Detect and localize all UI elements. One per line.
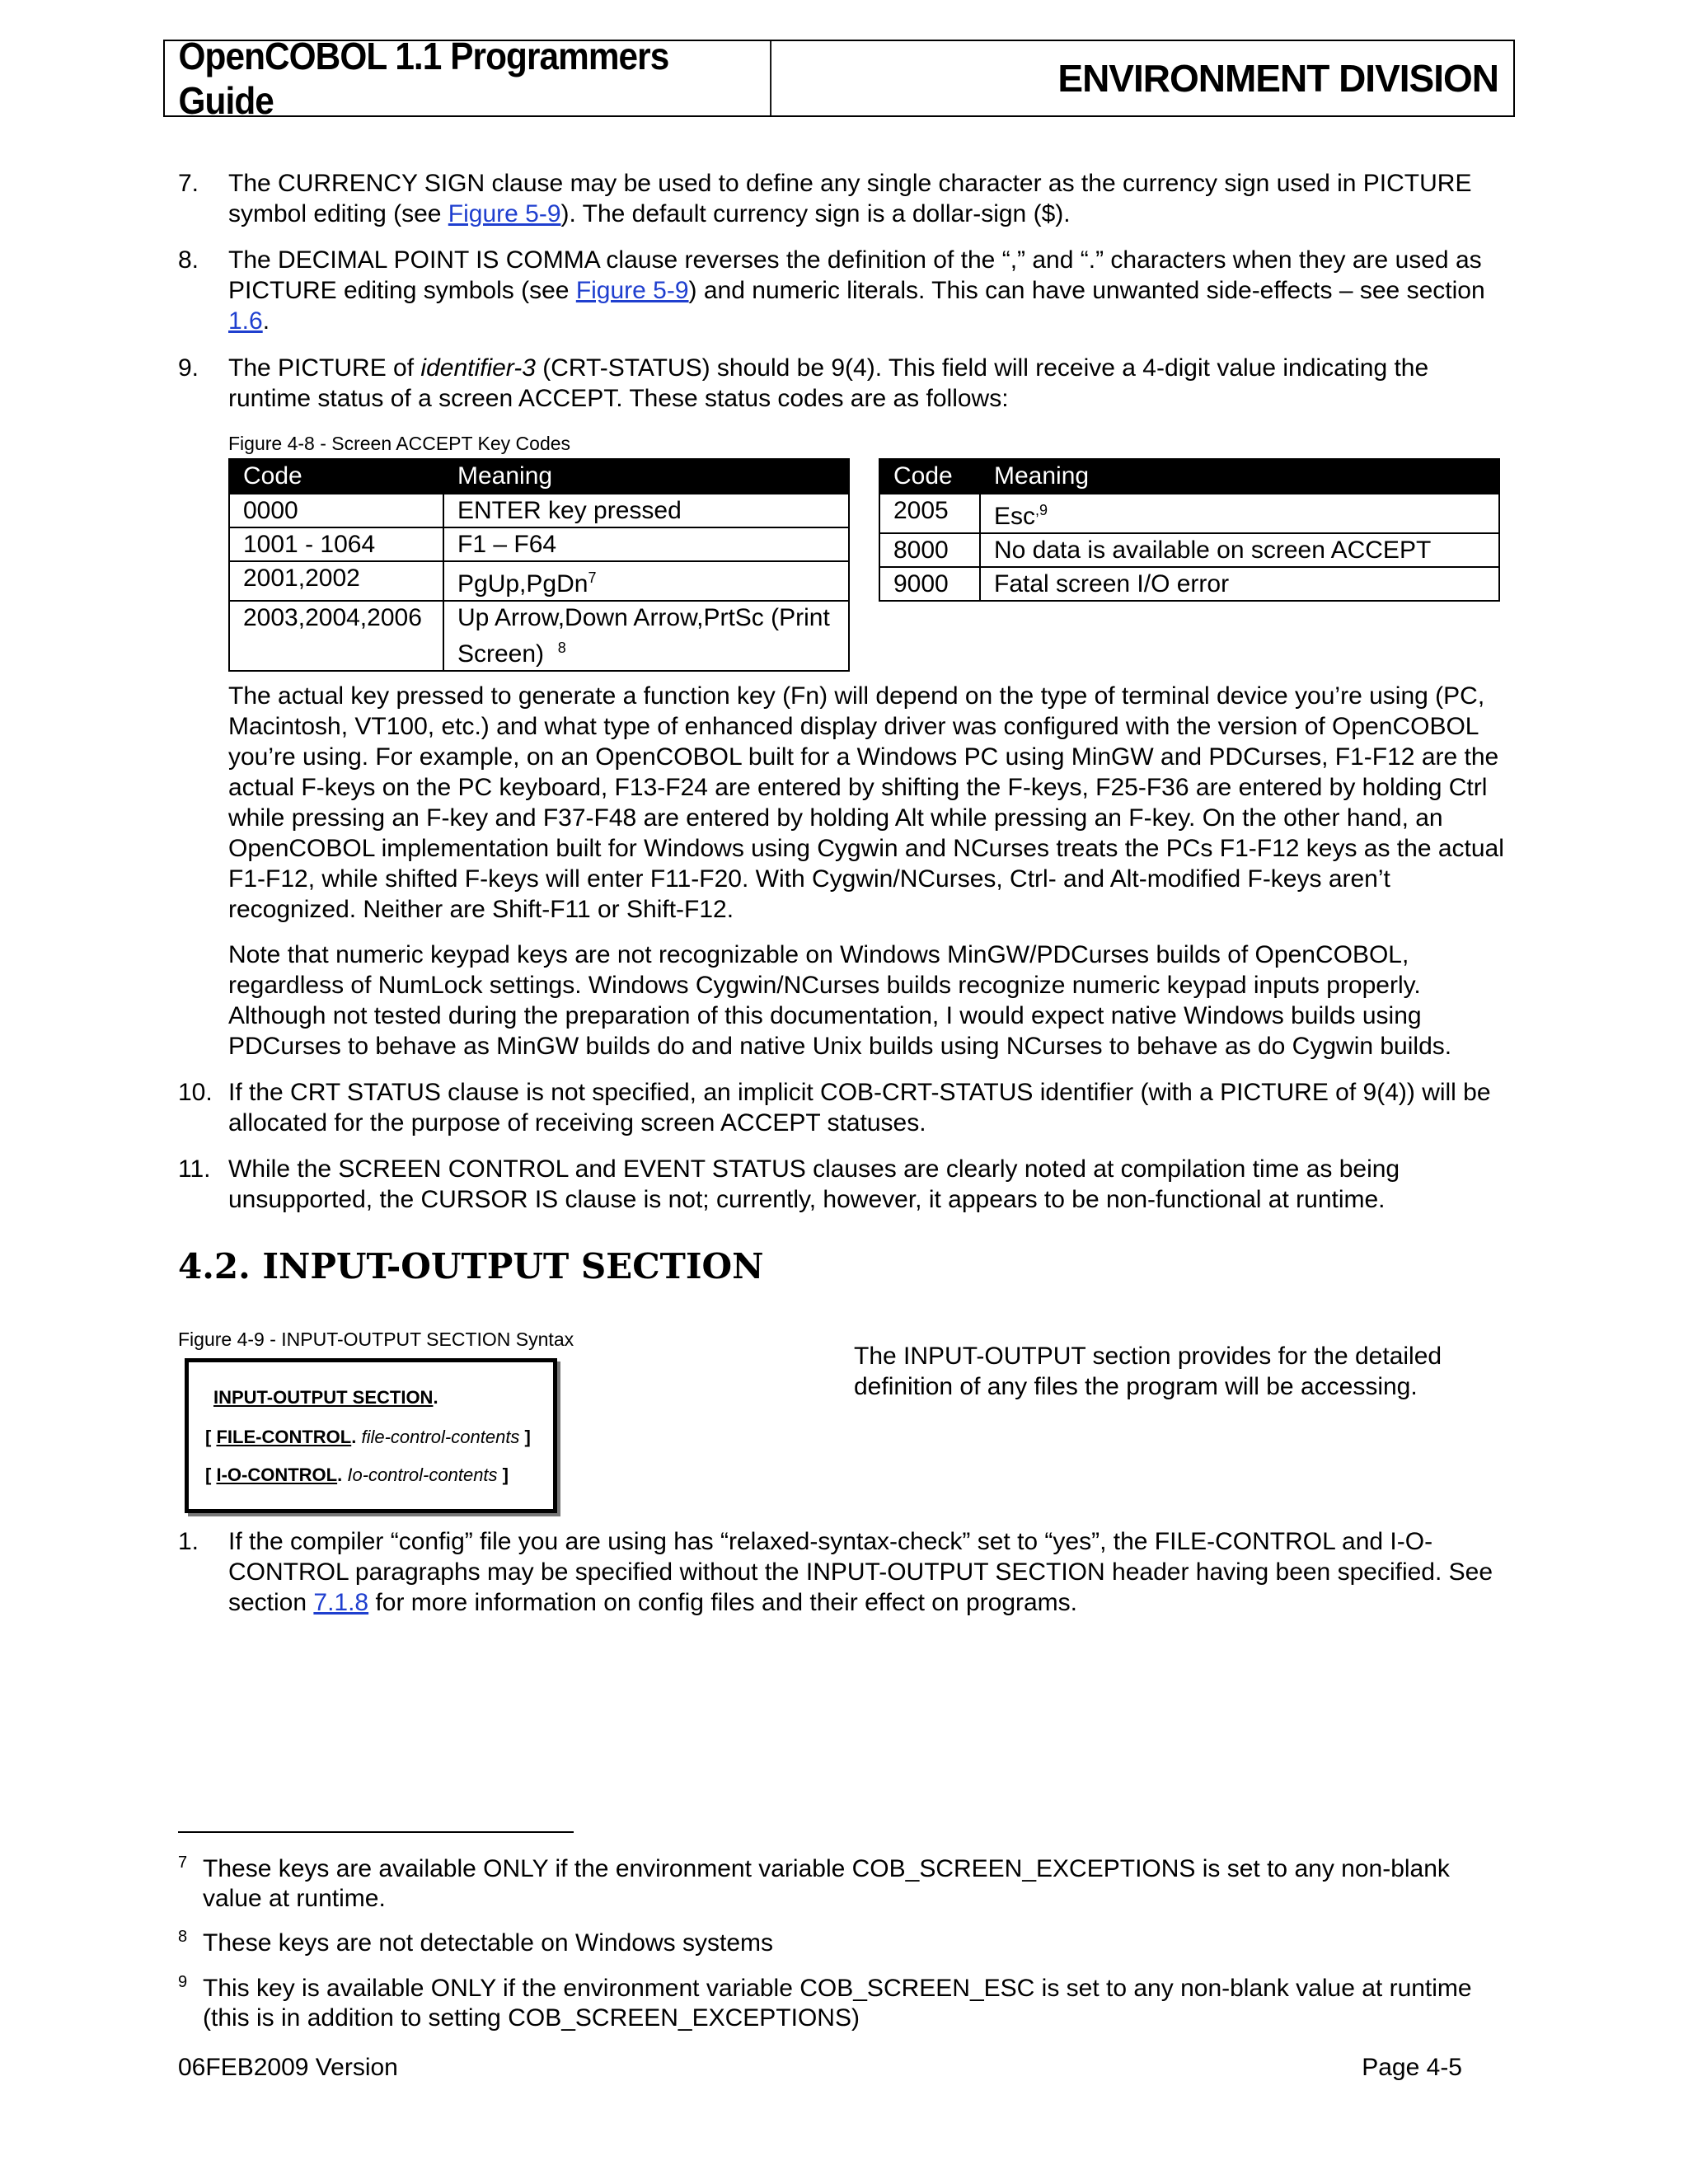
code-cell: 2001,2002 [229, 561, 443, 601]
meaning-cell: No data is available on screen ACCEPT [980, 533, 1499, 567]
item-text: If the CRT STATUS clause is not specified, an implicit COB-CRT-STATUS identifier (with a PICTURE of 9(4)) will be allocated for the purpose of receiving screen ACCEPT statuses. [228, 1079, 1491, 1137]
footnote-text: These keys are not detectable on Windows systems [203, 1929, 773, 1957]
table-row [229, 494, 849, 527]
footnote-ref[interactable]: 7 [588, 569, 597, 586]
footnote-ref[interactable]: ,9 [1035, 502, 1048, 518]
figure-5-9-link[interactable]: Figure 5-9 [448, 200, 561, 227]
section-1-6-link[interactable]: 1.6 [228, 307, 263, 335]
fkey-paragraph: The actual key pressed to generate a function key (Fn) will depend on the type of terminal device you’re using (PC, Macintosh, VT100, etc.) and what type of enhanced display driver was configured with the version of OpenCOBOL you’re using. For example, on an OpenCOBOL built for a Windows PC using MinGW and PDCurses, F1-F12 are the actual F-keys on the PC keyboard, F13-F24 are entered by shifting the F-keys, F25-F36 are entered by holding Ctrl while pressing an F-key and F37-F48 are entered by holding Alt while pressing an F-key. On the other hand, an OpenCOBOL implementation built for Windows using Cygwin and NCurses treats the PCs F1-F12 keys as the actual F1-F12, while shifted F-keys will enter F11-F20. With Cygwin/NCurses, Ctrl- and Alt-modified F-keys aren’t recognized. Neither are Shift-F11 or Shift-F12. [228, 682, 1504, 923]
table-header-row [879, 459, 1499, 494]
footnote-text: This key is available ONLY if the environment variable COB_SCREEN_ESC is set to any non-blank value at runtime (this is in addition to setting COB_SCREEN_EXCEPTIONS) [203, 1975, 1472, 2032]
meaning-cell: Up Arrow,Down Arrow,PrtSc (Print Screen) $^8$ [443, 601, 849, 671]
table-row [229, 561, 849, 601]
meaning-cell: PgUp,PgDn$^7$ [443, 561, 849, 601]
header-title: OpenCOBOL 1.1 Programmers Guide [165, 41, 771, 115]
footnote-mark: 7 [178, 1854, 188, 1872]
figure-caption: Figure 4-9 - INPUT-OUTPUT SECTION Syntax [178, 1329, 574, 1350]
section-description: The INPUT-OUTPUT section provides for the detailed definition of any files the program will be accessing. [854, 1343, 1442, 1400]
footer-version: 06FEB2009 Version [178, 2054, 398, 2081]
item-text: While the SCREEN CONTROL and EVENT STATUS clauses are clearly noted at compilation time as being unsupported, the CURSOR IS clause is not; currently, however, it appears to be non-functional at runtime. [228, 1155, 1400, 1213]
footer-page-number: Page 4-5 [1362, 2054, 1462, 2081]
figure-5-9-link[interactable]: Figure 5-9 [575, 277, 689, 304]
section-heading: 4.2. INPUT-OUTPUT SECTION [178, 1246, 764, 1286]
table-row [229, 527, 849, 561]
item-number: 11. [178, 1155, 211, 1183]
footnote-divider [178, 1831, 574, 1833]
meaning-cell: ENTER key pressed [443, 494, 849, 527]
code-cell: 0000 [229, 494, 443, 527]
item-number: 10. [178, 1079, 213, 1106]
item-number: 9. [178, 354, 199, 382]
item-number: 1. [178, 1528, 199, 1555]
table-row [879, 494, 1499, 533]
meaning-cell: F1 – F64 [443, 527, 849, 561]
footnote-ref[interactable]: 8 [557, 640, 566, 656]
syntax-line-2: [ FILE-CONTROL. file-control-contents ] [205, 1427, 531, 1447]
column-header-code: Code [229, 459, 443, 494]
item-number: 8. [178, 246, 199, 274]
footnote-mark: 8 [178, 1928, 188, 1946]
table-header-row [229, 459, 849, 494]
meaning-cell: Esc$^{,9}$ [980, 494, 1499, 533]
code-cell: 9000 [879, 567, 980, 601]
key-codes-table-right [879, 458, 1500, 602]
meaning-cell: Fatal screen I/O error [980, 567, 1499, 601]
table-row [879, 533, 1499, 567]
item-text: The DECIMAL POINT IS COMMA clause reverses the definition of the “,” and “.” characters when they are used as PICTURE editing symbols (see Figure 5-9) and numeric literals. This can have unwanted side-effects – see section 1.6. [228, 246, 1485, 335]
column-header-code: Code [879, 459, 980, 494]
code-cell: 1001 - 1064 [229, 527, 443, 561]
table-row [879, 567, 1499, 601]
item-text: The CURRENCY SIGN clause may be used to define any single character as the currency sign used in PICTURE symbol editing (see Figure 5-9). The default currency sign is a dollar-sign ($). [228, 170, 1472, 227]
column-header-meaning: Meaning [980, 459, 1499, 494]
code-cell: 8000 [879, 533, 980, 567]
syntax-line-1: INPUT-OUTPUT SECTION. [213, 1387, 438, 1408]
table-row [229, 601, 849, 671]
section-7-1-8-link[interactable]: 7.1.8 [313, 1589, 369, 1616]
footnote-mark: 9 [178, 1973, 188, 1991]
page-header [163, 35, 1515, 122]
key-codes-table-left [228, 458, 850, 672]
syntax-diagram [185, 1358, 557, 1513]
syntax-line-3: [ I-O-CONTROL. Io-control-contents ] [205, 1465, 509, 1485]
figure-caption: Figure 4-8 - Screen ACCEPT Key Codes [228, 433, 571, 454]
item-text: If the compiler “config” file you are using has “relaxed-syntax-check” set to “yes”, the FILE-CONTROL and I-O-CONTROL paragraphs may be specified without the INPUT-OUTPUT SECTION header having been specified. See section 7.1.8 for more information on config files and their effect on programs. [228, 1528, 1493, 1616]
header-chapter: ENVIRONMENT DIVISION [1057, 57, 1498, 100]
item-number: 7. [178, 170, 199, 197]
code-cell: 2003,2004,2006 [229, 601, 443, 671]
column-header-meaning: Meaning [443, 459, 849, 494]
item-text: The PICTURE of identifier-3 (CRT-STATUS) should be 9(4). This field will receive a 4-digit value indicating the runtime status of a screen ACCEPT. These status codes are as follows: [228, 354, 1429, 412]
footnote-text: These keys are available ONLY if the environment variable COB_SCREEN_EXCEPTIONS is set to any non-blank value at runtime. [203, 1855, 1450, 1912]
keypad-paragraph: Note that numeric keypad keys are not recognizable on Windows MinGW/PDCurses builds of OpenCOBOL, regardless of NumLock settings. Windows Cygwin/NCurses builds recognize numeric keypad inputs properly. Although not tested during the preparation of this documentation, I would expect native Windows builds using PDCurses to behave as MinGW builds do and native Unix builds using NCurses to behave as do Cygwin builds. [228, 941, 1452, 1060]
code-cell: 2005 [879, 494, 980, 533]
